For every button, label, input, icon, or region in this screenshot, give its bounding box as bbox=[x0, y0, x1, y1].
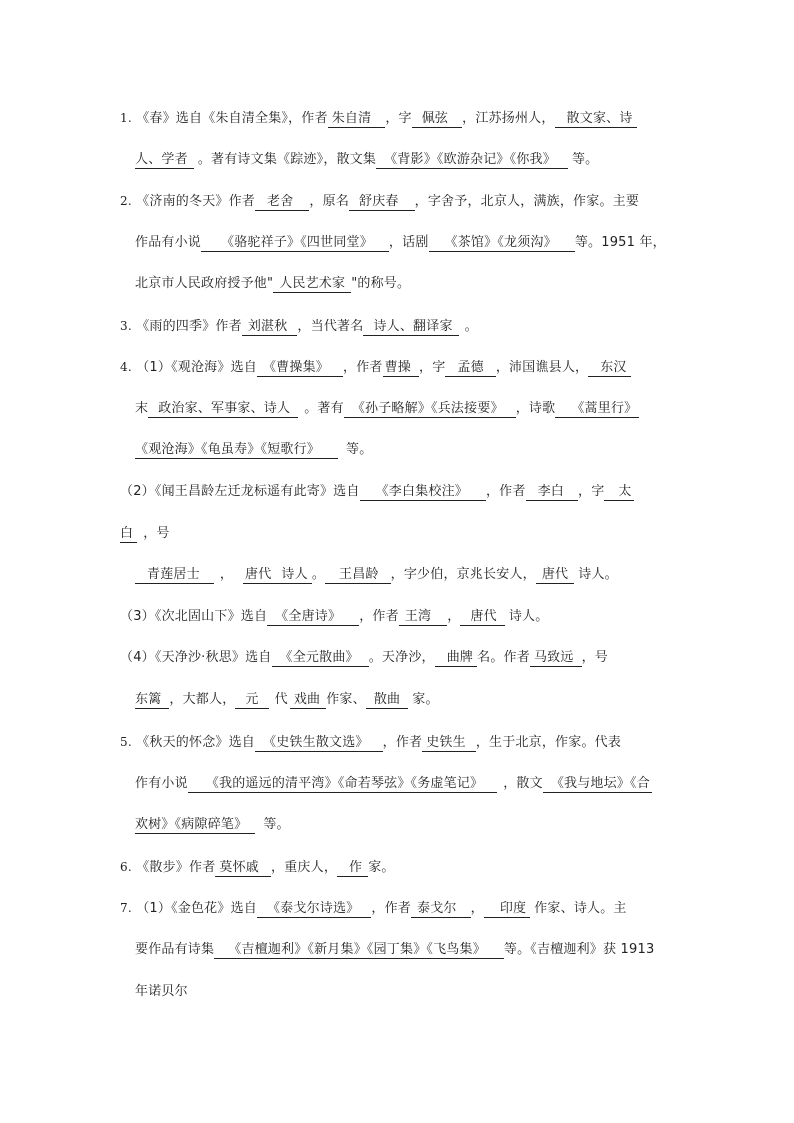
q4-3-text-2: ，作者 bbox=[359, 609, 399, 624]
q3-text-3: 。 bbox=[464, 319, 478, 334]
q4-2-text-7: ，字少伯，京兆长安人， bbox=[390, 567, 536, 582]
q5-blank-essays-b: 欢树》《病隙碎笔》 bbox=[135, 817, 255, 834]
q4-1-blank-books: 《孙子略解》《兵法接要》 bbox=[344, 401, 516, 418]
q2-text-8: "的称号。 bbox=[351, 276, 411, 291]
q4-1-text-5: 末 bbox=[135, 401, 149, 416]
q2-number: 2. bbox=[120, 194, 132, 208]
q4-3-blank-author: 王湾 bbox=[399, 609, 447, 626]
q4-1-text-3: ，字 bbox=[419, 360, 446, 375]
q2-blank-plays: 《茶馆》《龙须沟》 bbox=[429, 235, 575, 252]
q1-blank-works: 《背影》《欧游杂记》《你我》 bbox=[376, 152, 568, 169]
q6-text-2: ，重庆人， bbox=[271, 860, 338, 875]
q2-line-2 bbox=[135, 234, 666, 252]
q4-number: 4. bbox=[120, 360, 132, 374]
q4-3-line-1 bbox=[120, 608, 548, 626]
q7-line-1 bbox=[120, 899, 627, 918]
q7-line-2 bbox=[135, 941, 654, 959]
q5-blank-essays-a: 《我与地坛》《合 bbox=[543, 776, 652, 793]
q4-1-text-4: ，沛国谯县人， bbox=[495, 360, 589, 375]
q4-2-text-4: ，号 bbox=[143, 526, 170, 541]
q1-number: 1. bbox=[120, 111, 132, 125]
q4-2-line-2 bbox=[120, 525, 170, 543]
q4-1-text-6: 。著有 bbox=[304, 401, 344, 416]
q4-4-text-5: ，大都人， bbox=[169, 692, 236, 707]
q4-4-line-2 bbox=[135, 691, 439, 709]
q4-2-text-1: （2）《闻王昌龄左迁龙标遥有此寄》选自 bbox=[120, 484, 360, 499]
q5-text-2: ，作者 bbox=[382, 735, 423, 750]
q4-2-blank-poet: 诗人 bbox=[277, 567, 311, 584]
q1-text-1: 《春》选自《朱自清全集》，作者 bbox=[136, 111, 328, 126]
q1-text-2: ，字 bbox=[385, 111, 412, 126]
q5-number: 5. bbox=[120, 735, 132, 749]
q4-1-line-2 bbox=[135, 400, 639, 418]
q4-1-blank-author: 曹操 bbox=[383, 360, 419, 377]
q7-text-1: （1）《金色花》选自 bbox=[136, 901, 257, 916]
q1-text-5: 等。 bbox=[571, 152, 599, 167]
q1-line-2 bbox=[135, 151, 598, 169]
q4-2-blank-zi-b: 白 bbox=[120, 526, 137, 543]
q7-text-6: 等。《吉檀迦利》获 1913 bbox=[503, 942, 655, 957]
q4-4-blank-hao: 东篱 bbox=[135, 692, 169, 709]
q4-1-blank-zi: 孟德 bbox=[445, 360, 495, 377]
q1-text-3: ，江苏扬州人， bbox=[462, 111, 555, 126]
q4-3-text-1: （3）《次北固山下》选自 bbox=[120, 609, 268, 624]
q2-text-5: ，话剧 bbox=[388, 235, 429, 250]
q4-1-text-2: ，作者 bbox=[343, 360, 383, 375]
q2-line-3 bbox=[135, 275, 410, 293]
q4-1-blank-source: 《曹操集》 bbox=[257, 360, 343, 377]
q6-text-1: 《散步》作者 bbox=[136, 860, 216, 875]
q2-blank-novels: 《骆驼祥子》《四世同堂》 bbox=[201, 235, 389, 252]
q5-text-4: 作有小说 bbox=[135, 776, 188, 791]
q4-2-text-8: 诗人。 bbox=[578, 567, 618, 582]
q5-text-1: 《秋天的怀念》选自 bbox=[136, 735, 256, 750]
q4-4-text-6: 代 bbox=[274, 692, 288, 707]
q5-text-3: ，生于北京，作家。代表 bbox=[475, 735, 622, 750]
q4-1-blank-poems-a: 《蒿里行》 bbox=[555, 401, 639, 418]
q4-1-text-8: 等。 bbox=[346, 442, 373, 457]
q4-4-blank-qupai: 曲牌 bbox=[435, 650, 477, 667]
q5-line-2 bbox=[135, 775, 652, 793]
q4-2-text-2: ，作者 bbox=[485, 484, 526, 499]
q4-2-blank-hao: 青莲居士 bbox=[135, 567, 214, 584]
q4-1-blank-poems-b: 《观沧海》《龟虽寿》《短歌行》 bbox=[135, 442, 338, 459]
q5-line-3 bbox=[135, 816, 290, 834]
q4-1-text-1: （1）《观沧海》选自 bbox=[136, 360, 257, 375]
q1-blank-zi: 佩弦 bbox=[412, 111, 462, 128]
q7-blank-author: 泰戈尔 bbox=[411, 901, 471, 918]
q6-text-3: 家。 bbox=[368, 860, 395, 875]
q5-blank-source: 《史铁生散文选》 bbox=[255, 735, 383, 752]
q3-blank-author: 刘湛秋 bbox=[242, 319, 298, 336]
q4-2-blank-era: 唐代 bbox=[243, 567, 277, 584]
q6-blank-author: 莫怀戚 bbox=[215, 860, 271, 877]
q2-blank-name: 舒庆春 bbox=[349, 194, 415, 211]
q4-4-blank-author: 马致远 bbox=[530, 650, 582, 667]
q7-blank-source: 《泰戈尔诗选》 bbox=[257, 901, 371, 918]
q4-4-blank-sanqu: 散曲 bbox=[366, 692, 408, 709]
q4-4-blank-source: 《全元散曲》 bbox=[272, 650, 369, 667]
q4-3-text-3: ， bbox=[447, 609, 461, 624]
q4-4-line-1 bbox=[120, 649, 608, 667]
q7-text-5: 要作品有诗集 bbox=[135, 942, 215, 957]
q4-2-line-1 bbox=[120, 483, 634, 501]
q4-2-blank-wang: 王昌龄 bbox=[325, 567, 391, 584]
q4-2-text-6: 。 bbox=[311, 567, 326, 582]
q7-text-7: 年诺贝尔 bbox=[135, 984, 188, 999]
q4-2-blank-zi-a: 太 bbox=[604, 484, 633, 501]
q7-blank-works: 《吉檀迦利》《新月集》《园丁集》《飞鸟集》 bbox=[214, 942, 504, 959]
q2-text-4: 作品有小说 bbox=[135, 235, 202, 250]
q4-1-text-7: ，诗歌 bbox=[515, 401, 556, 416]
q4-4-text-2: 。天净沙， bbox=[368, 650, 435, 665]
q3-line-1 bbox=[120, 317, 478, 336]
q5-blank-novels: 《我的遥远的清平湾》《命若琴弦》《务虚笔记》 bbox=[188, 776, 497, 793]
q2-text-2: ，原名 bbox=[309, 194, 350, 209]
q6-line-1 bbox=[120, 858, 395, 877]
q4-3-blank-source: 《全唐诗》 bbox=[267, 609, 359, 626]
q4-1-blank-era-a: 东汉 bbox=[588, 360, 630, 377]
q3-text-2: ，当代著名 bbox=[297, 319, 364, 334]
q2-text-3: ，字舍予，北京人，满族，作家。主要 bbox=[414, 194, 640, 209]
q4-2-blank-source: 《李白集校注》 bbox=[360, 484, 486, 501]
q5-blank-author: 史铁生 bbox=[422, 735, 476, 752]
q4-3-text-4: 诗人。 bbox=[508, 609, 549, 624]
q7-text-2: ，作者 bbox=[371, 901, 411, 916]
q5-text-5: ，散文 bbox=[503, 776, 543, 791]
q2-text-1: 《济南的冬天》作者 bbox=[136, 194, 256, 209]
q2-text-7: 北京市人民政府授予他" bbox=[135, 276, 274, 291]
q2-blank-author: 老舍 bbox=[255, 194, 309, 211]
q7-text-4: 作家、诗人。主 bbox=[534, 901, 627, 916]
q7-line-3 bbox=[135, 983, 188, 1001]
q6-blank-role: 作 bbox=[337, 860, 368, 877]
q4-2-blank-era2: 唐代 bbox=[536, 567, 574, 584]
q4-4-blank-era: 元 bbox=[235, 692, 268, 709]
q3-text-1: 《雨的四季》作者 bbox=[136, 319, 242, 334]
q4-4-text-8: 家。 bbox=[412, 692, 439, 707]
q1-text-4: 。著有诗文集《踪迹》，散文集 bbox=[197, 152, 377, 167]
q4-2-blank-author: 李白 bbox=[526, 484, 578, 501]
q2-text-6: 等。1951 年， bbox=[574, 235, 666, 250]
q6-number: 6. bbox=[120, 860, 132, 874]
q7-blank-country: 印度 bbox=[484, 901, 530, 918]
q4-1-line-1 bbox=[120, 358, 631, 377]
q4-2-text-3: ，字 bbox=[578, 484, 605, 499]
q2-line-1 bbox=[120, 192, 639, 211]
q4-4-blank-drama: 戏曲 bbox=[290, 692, 326, 709]
q1-blank-role-b: 人、学者 bbox=[135, 152, 194, 169]
q4-4-text-1: （4）《天净沙·秋思》选自 bbox=[120, 650, 272, 665]
q4-2-text-5: ， bbox=[219, 567, 234, 582]
q3-blank-role: 诗人、翻译家 bbox=[363, 319, 458, 336]
q4-1-blank-role: 政治家、军事家、诗人 bbox=[148, 401, 298, 418]
q4-4-text-7: 作家、 bbox=[326, 692, 366, 707]
q3-number: 3. bbox=[120, 319, 132, 333]
q1-blank-role-a: 散文家、诗 bbox=[555, 111, 637, 128]
q4-4-text-3: 名。作者 bbox=[477, 650, 530, 665]
q1-line-1 bbox=[120, 109, 637, 128]
q5-line-1 bbox=[120, 733, 621, 752]
q5-text-6: 等。 bbox=[263, 817, 290, 832]
q7-text-3: ， bbox=[470, 901, 484, 916]
q4-2-line-3 bbox=[135, 566, 618, 584]
q4-3-blank-era: 唐代 bbox=[460, 609, 504, 626]
q4-4-text-4: ，号 bbox=[581, 650, 608, 665]
q7-number: 7. bbox=[120, 901, 132, 915]
q1-blank-author: 朱自清 bbox=[328, 111, 386, 128]
q2-blank-title: 人民艺术家 bbox=[273, 276, 351, 293]
q4-1-line-3 bbox=[135, 441, 372, 459]
